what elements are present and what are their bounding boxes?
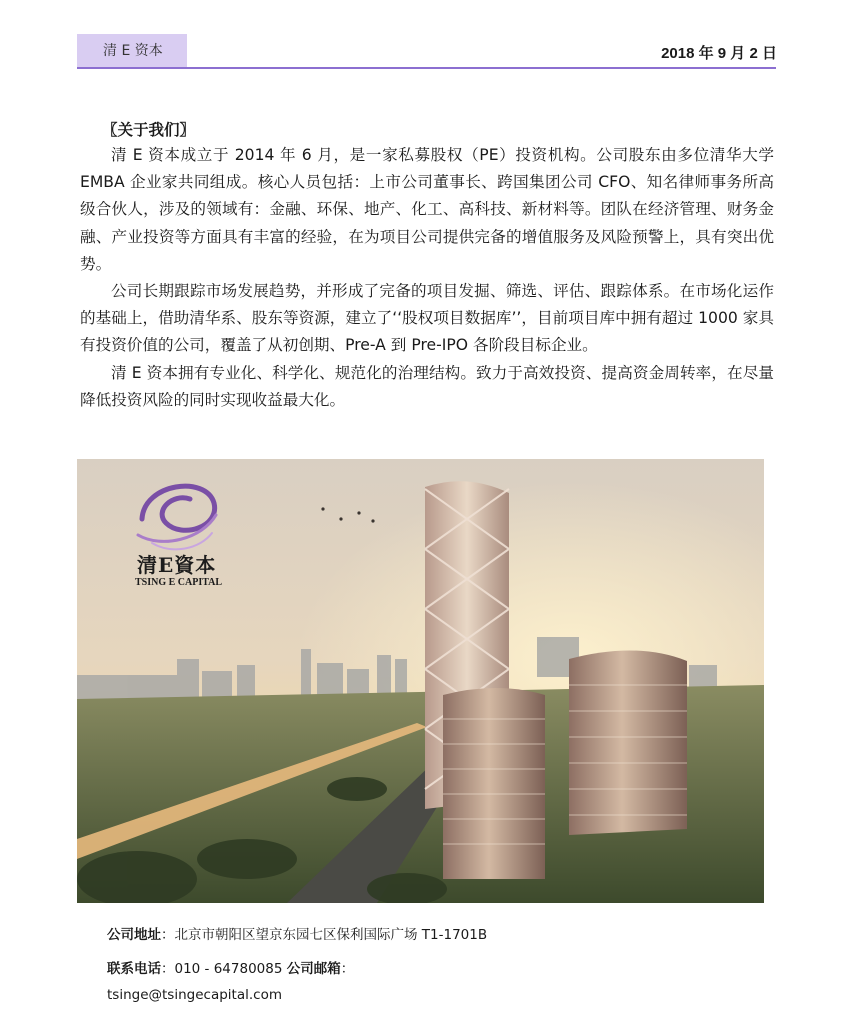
phone-label: 联系电话 bbox=[107, 961, 161, 977]
header-date: 2018 年 9 月 2 日 bbox=[661, 45, 777, 62]
header-divider bbox=[77, 67, 776, 69]
footer-email[interactable] bbox=[107, 987, 282, 1003]
address-label: 公司地址 bbox=[107, 927, 161, 943]
footer-address bbox=[107, 923, 487, 943]
address-value: ：北京市朝阳区望京东园七区保利国际广场 T1-1701B bbox=[161, 927, 488, 943]
building-photo bbox=[77, 459, 764, 903]
about-paragraph-3: 清 E 资本拥有专业化、科学化、规范化的治理结构。致力于高效投资、提高资金周转率，在尽量降低投资风险的同时实现收益最大化。 bbox=[80, 363, 774, 409]
about-paragraph-2: 公司长期跟踪市场发展趋势，并形成了完备的项目发掘、筛选、评估、跟踪体系。在市场化运作的基础上，借助清华系、股东等资源，建立了‘‘股权项目数据库’’，目前项目库中拥有超过 1000 家具有投资价值的公司，覆盖了从初创期、Pre-A 到 Pre-IPO 各阶段目标企业。 bbox=[80, 282, 774, 355]
company-logo bbox=[135, 477, 245, 597]
header-brand-tag: 清 E 资本 bbox=[77, 34, 187, 68]
logo-chinese-name: 清E資本 bbox=[137, 553, 217, 577]
about-heading: 〖关于我们〗 bbox=[102, 121, 196, 139]
logo-english-name: TSING E CAPITAL bbox=[135, 577, 223, 588]
email-colon: ： bbox=[340, 961, 355, 977]
about-body bbox=[80, 142, 774, 414]
footer-contact bbox=[107, 957, 354, 977]
about-paragraph-1: 清 E 资本成立于 2014 年 6 月，是一家私募股权（PE）投资机构。公司股东由多位清华大学 EMBA 企业家共同组成。核心人员包括：上市公司董事长、跨国集团公司 CFO、知名律师事务所高级合伙人，涉及的领域有：金融、环保、地产、化工、高科技、新材料等。团队在经济管理、财务金融、产业投资等方面具有丰富的经验，在为项目公司提供完备的增值服务及风险预警上，具有突出优势。 bbox=[80, 146, 774, 273]
email-label: 公司邮箱 bbox=[286, 961, 341, 977]
email-value[interactable]: tsinge@tsingecapital.com bbox=[107, 987, 282, 1003]
phone-value: ：010 - 64780085 bbox=[161, 961, 287, 977]
